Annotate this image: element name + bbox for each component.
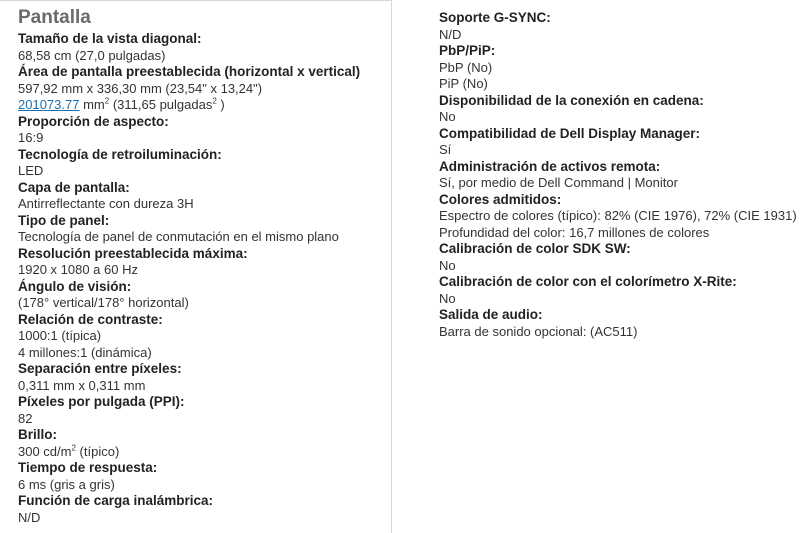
- spec-value: Profundidad del color: 16,7 millones de colores: [439, 224, 710, 240]
- spec-value: No: [439, 257, 456, 273]
- spec-value: 68,58 cm (27,0 pulgadas): [18, 47, 166, 63]
- spec-label: Píxeles por pulgada (PPI):: [18, 394, 185, 409]
- spec-label: Función de carga inalámbrica:: [18, 493, 214, 508]
- spec-value: PbP (No): [439, 59, 493, 75]
- spec-label: Ángulo de visión:: [18, 278, 132, 294]
- spec-label: Calibración de color SDK SW:: [439, 241, 631, 256]
- spec-label: Calibración de color con el colorímetro X-Rite:: [439, 274, 737, 289]
- area-inches: (311,65 pulgadas: [112, 97, 213, 112]
- spec-response-time: [18, 460, 388, 493]
- spec-value-area: [18, 97, 388, 114]
- spec-label: Compatibilidad de Dell Display Manager:: [439, 125, 701, 141]
- section-title: Pantalla: [18, 7, 91, 28]
- left-spec-column: [18, 6, 388, 526]
- spec-label: PbP/PiP:: [439, 43, 496, 58]
- spec-value: 4 millones:1 (dinámica): [18, 344, 152, 360]
- spec-label: Disponibilidad de la conexión en cadena:: [439, 92, 704, 108]
- spec-sdk-calibration: [439, 241, 800, 274]
- spec-viewing-angle: [18, 279, 388, 312]
- spec-label: Tiempo de respuesta:: [18, 460, 158, 475]
- spec-xrite-calibration: [439, 274, 800, 307]
- spec-label: Proporción de aspecto:: [18, 113, 169, 129]
- spec-label: Tipo de panel:: [18, 212, 110, 228]
- spec-label: Tamaño de la vista diagonal:: [18, 31, 202, 46]
- spec-resolution: [18, 246, 388, 279]
- spec-display-manager: [439, 126, 800, 159]
- spec-label: Capa de pantalla:: [18, 179, 130, 195]
- spec-colors: [439, 192, 800, 242]
- spec-wireless-charging: [18, 493, 388, 526]
- spec-screen-area: [18, 64, 388, 114]
- spec-value: (178° vertical/178° horizontal): [18, 295, 189, 310]
- spec-value: Tecnología de panel de conmutación en el mismo plano: [18, 229, 339, 244]
- spec-label: Soporte G-SYNC:: [439, 10, 551, 25]
- spec-label: Salida de audio:: [439, 307, 543, 322]
- spec-value: 1000:1 (típica): [18, 328, 102, 343]
- brightness-value: 300 cd/m: [18, 443, 72, 459]
- spec-value: No: [439, 290, 456, 306]
- spec-value: Sí, por medio de Dell Command | Monitor: [439, 175, 678, 190]
- spec-label: Administración de activos remota:: [439, 158, 661, 174]
- spec-gsync: [439, 10, 800, 43]
- spec-pbp-pip: [439, 43, 800, 93]
- spec-value: [18, 444, 388, 461]
- spec-aspect: [18, 114, 388, 147]
- spec-label: Relación de contraste:: [18, 311, 163, 327]
- spec-value: N/D: [439, 26, 462, 42]
- spec-brightness: [18, 427, 388, 460]
- spec-remote-management: [439, 159, 800, 192]
- area-inches-sq: 2: [212, 96, 217, 106]
- spec-value: Barra de sonido opcional: (AC511): [439, 323, 638, 339]
- area-link[interactable]: 201073.77: [18, 97, 80, 112]
- spec-value: Sí: [439, 142, 452, 157]
- spec-value: PiP (No): [439, 76, 488, 91]
- spec-value: Antirreflectante con dureza 3H: [18, 196, 194, 211]
- spec-label: Resolución preestablecida máxima:: [18, 245, 248, 261]
- spec-label: Área de pantalla preestablecida (horizontal x vertical): [18, 64, 361, 79]
- spec-audio: [439, 307, 800, 340]
- spec-value: 597,92 mm x 336,30 mm (23,54" x 13,24"): [18, 80, 263, 96]
- spec-value: 6 ms (gris a gris): [18, 476, 115, 492]
- spec-label: Brillo:: [18, 427, 57, 442]
- spec-label: Separación entre píxeles:: [18, 361, 182, 376]
- spec-value: Espectro de colores (típico): 82% (CIE 1976), 72% (CIE 1931): [439, 208, 797, 223]
- spec-value: No: [439, 109, 456, 124]
- spec-value: 0,311 mm x 0,311 mm: [18, 377, 146, 393]
- spec-value: LED: [18, 163, 44, 178]
- brightness-qualifier: (típico): [75, 443, 120, 459]
- area-unit: mm: [83, 97, 105, 112]
- spec-pixel-pitch: [18, 361, 388, 394]
- spec-panel: [18, 213, 388, 246]
- spec-contrast: [18, 312, 388, 362]
- spec-diagonal: [18, 31, 388, 64]
- area-close: ): [220, 97, 225, 112]
- spec-ppi: [18, 394, 388, 427]
- brightness-sq: 2: [71, 443, 76, 453]
- area-unit-sq: 2: [104, 96, 110, 106]
- spec-value: 82: [18, 410, 33, 426]
- spec-value: N/D: [18, 509, 41, 525]
- spec-label: Colores admitidos:: [439, 191, 562, 207]
- spec-backlight: [18, 147, 388, 180]
- spec-value: 16:9: [18, 130, 44, 145]
- spec-coating: [18, 180, 388, 213]
- spec-label: Tecnología de retroiluminación:: [18, 146, 222, 162]
- spec-daisy-chain: [439, 93, 800, 126]
- spec-value: 1920 x 1080 a 60 Hz: [18, 262, 138, 277]
- right-spec-column: [439, 10, 800, 340]
